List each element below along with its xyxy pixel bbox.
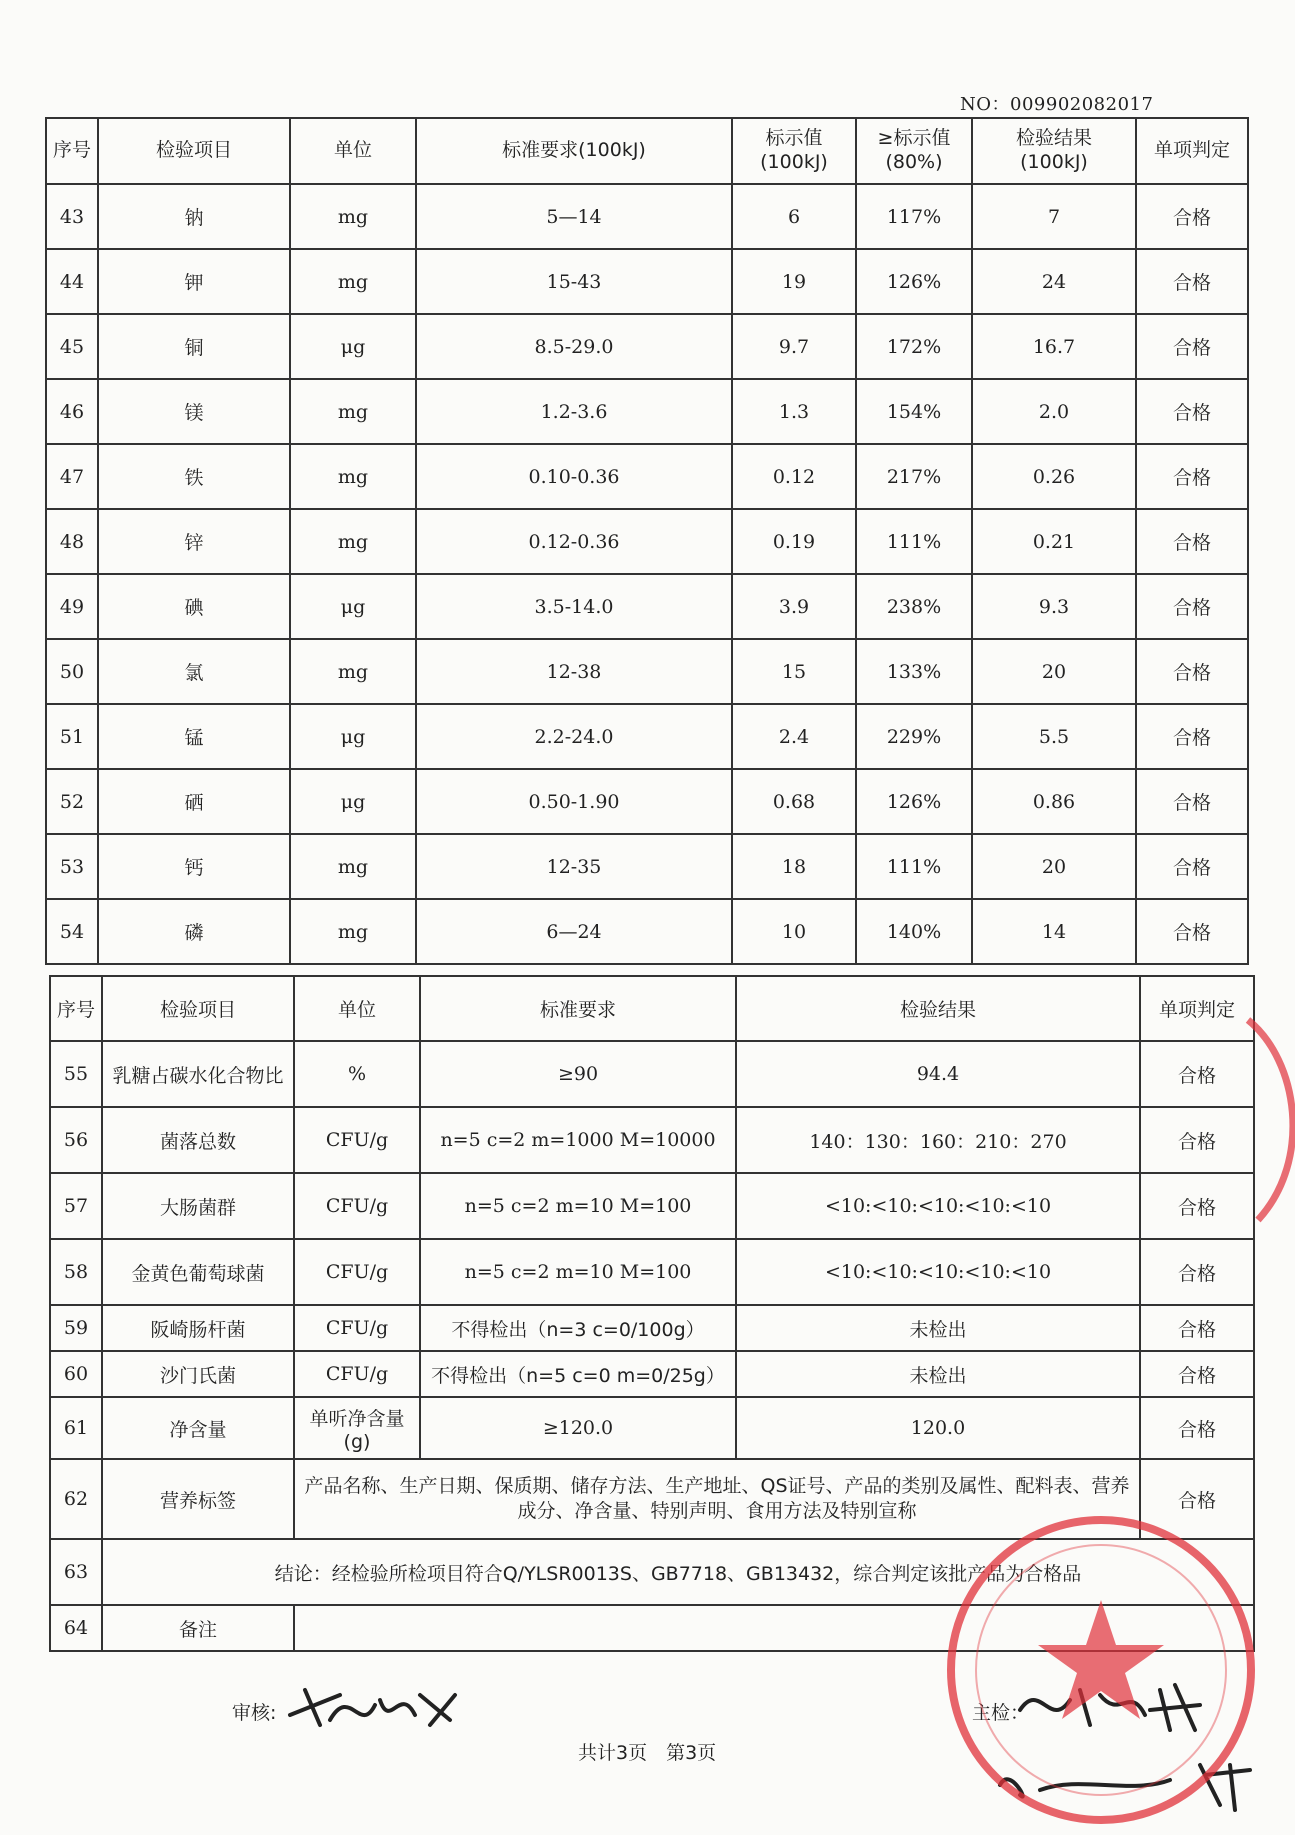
header-item: 检验项目 (102, 976, 294, 1041)
test-table-body (50, 1041, 1254, 1459)
row-item: 净含量 (102, 1397, 294, 1459)
row-item: 沙门氏菌 (102, 1351, 294, 1397)
row-result: 20 (972, 639, 1136, 704)
row-80-percent: 154% (856, 379, 972, 444)
row-item: 碘 (98, 574, 290, 639)
header-result: 检验结果 (736, 976, 1140, 1041)
row-no: 43 (46, 184, 98, 249)
row-verdict: 合格 (1136, 249, 1248, 314)
row-unit: mg (290, 184, 416, 249)
row-standard: n=5 c=2 m=10 M=100 (420, 1173, 736, 1239)
row-standard: 0.10-0.36 (416, 444, 732, 509)
row-item: 磷 (98, 899, 290, 964)
row-verdict: 合格 (1140, 1305, 1254, 1351)
row-verdict: 合格 (1136, 509, 1248, 574)
header-unit: 单位 (294, 976, 420, 1041)
row-result: 16.7 (972, 314, 1136, 379)
row-verdict: 合格 (1140, 1459, 1254, 1539)
row-unit: mg (290, 249, 416, 314)
page-count: 共计3页 第3页 (578, 1742, 717, 1764)
row-no: 63 (50, 1539, 102, 1605)
header-labeled-value: 标示值 (100kJ) (732, 118, 856, 184)
row-no: 52 (46, 769, 98, 834)
row-item: 菌落总数 (102, 1107, 294, 1173)
row-unit: mg (290, 444, 416, 509)
table-row (46, 184, 1248, 249)
row-standard: 5—14 (416, 184, 732, 249)
row-no: 50 (46, 639, 98, 704)
row-verdict: 合格 (1136, 379, 1248, 444)
row-no: 53 (46, 834, 98, 899)
header-verdict: 单项判定 (1136, 118, 1248, 184)
row-unit: μg (290, 704, 416, 769)
table-row (46, 769, 1248, 834)
row-verdict: 合格 (1136, 769, 1248, 834)
row-unit: μg (290, 769, 416, 834)
row-item: 锌 (98, 509, 290, 574)
row-unit: mg (290, 899, 416, 964)
header-standard: 标准要求(100kJ) (416, 118, 732, 184)
inspector-label: 主检： (972, 1702, 1030, 1724)
row-item: 铁 (98, 444, 290, 509)
row-verdict: 合格 (1136, 574, 1248, 639)
row-item: 锰 (98, 704, 290, 769)
row-standard: 0.50-1.90 (416, 769, 732, 834)
row-result: 9.3 (972, 574, 1136, 639)
row-standard: 12-35 (416, 834, 732, 899)
row-result: 140：130：160：210：270 (736, 1107, 1140, 1173)
table-row (46, 314, 1248, 379)
row-item: 铜 (98, 314, 290, 379)
row-result: <10:<10:<10:<10:<10 (736, 1239, 1140, 1305)
row-no: 45 (46, 314, 98, 379)
row-verdict: 合格 (1136, 314, 1248, 379)
row-result: 120.0 (736, 1397, 1140, 1459)
row-standard: 12-38 (416, 639, 732, 704)
label-content: 产品名称、生产日期、保质期、储存方法、生产地址、QS证号、产品的类别及属性、配料表、营养成分、净含量、特别声明、食用方法及特别宣称 (294, 1459, 1140, 1539)
row-unit: CFU/g (294, 1239, 420, 1305)
row-80-percent: 217% (856, 444, 972, 509)
row-labeled-value: 0.68 (732, 769, 856, 834)
row-standard: n=5 c=2 m=10 M=100 (420, 1239, 736, 1305)
row-item: 阪崎肠杆菌 (102, 1305, 294, 1351)
row-result: 0.21 (972, 509, 1136, 574)
header-no: 序号 (46, 118, 98, 184)
row-labeled-value: 6 (732, 184, 856, 249)
row-labeled-value: 0.12 (732, 444, 856, 509)
row-item: 钾 (98, 249, 290, 314)
row-item: 硒 (98, 769, 290, 834)
header-standard: 标准要求 (420, 976, 736, 1041)
row-labeled-value: 15 (732, 639, 856, 704)
row-verdict: 合格 (1140, 1041, 1254, 1107)
row-standard: ≥120.0 (420, 1397, 736, 1459)
row-no: 48 (46, 509, 98, 574)
row-labeled-value: 19 (732, 249, 856, 314)
row-item: 氯 (98, 639, 290, 704)
table-row (50, 1397, 1254, 1459)
table-row (50, 1041, 1254, 1107)
official-seal (936, 1505, 1266, 1835)
row-standard: 不得检出（n=3 c=0/100g） (420, 1305, 736, 1351)
table-row (50, 1305, 1254, 1351)
table-row (46, 444, 1248, 509)
row-result: <10:<10:<10:<10:<10 (736, 1173, 1140, 1239)
row-no: 47 (46, 444, 98, 509)
row-no: 58 (50, 1239, 102, 1305)
row-unit: μg (290, 314, 416, 379)
row-labeled-value: 18 (732, 834, 856, 899)
row-80-percent: 229% (856, 704, 972, 769)
row-no: 62 (50, 1459, 102, 1539)
row-labeled-value: 3.9 (732, 574, 856, 639)
row-result: 24 (972, 249, 1136, 314)
seal-edge (1238, 1010, 1295, 1230)
row-labeled-value: 2.4 (732, 704, 856, 769)
row-result: 0.26 (972, 444, 1136, 509)
row-no: 44 (46, 249, 98, 314)
row-standard: 0.12-0.36 (416, 509, 732, 574)
row-verdict: 合格 (1140, 1107, 1254, 1173)
row-item: 镁 (98, 379, 290, 444)
nutrient-table (45, 117, 1249, 965)
row-item: 钙 (98, 834, 290, 899)
table-row (46, 639, 1248, 704)
table-row (46, 834, 1248, 899)
row-verdict: 合格 (1136, 704, 1248, 769)
remark-label: 备注 (102, 1605, 294, 1651)
row-labeled-value: 1.3 (732, 379, 856, 444)
row-labeled-value: 9.7 (732, 314, 856, 379)
row-item: 营养标签 (102, 1459, 294, 1539)
row-80-percent: 238% (856, 574, 972, 639)
table-row (46, 574, 1248, 639)
row-labeled-value: 10 (732, 899, 856, 964)
table-row (50, 1173, 1254, 1239)
row-unit: mg (290, 834, 416, 899)
row-unit: % (294, 1041, 420, 1107)
table-row (46, 704, 1248, 769)
table-row (50, 1239, 1254, 1305)
row-no: 60 (50, 1351, 102, 1397)
review-label: 审核: (232, 1702, 277, 1724)
row-verdict: 合格 (1140, 1239, 1254, 1305)
row-item: 钠 (98, 184, 290, 249)
row-verdict: 合格 (1140, 1397, 1254, 1459)
row-80-percent: 140% (856, 899, 972, 964)
row-no: 61 (50, 1397, 102, 1459)
row-no: 55 (50, 1041, 102, 1107)
row-unit: 单听净含量(g) (294, 1397, 420, 1459)
row-standard: ≥90 (420, 1041, 736, 1107)
row-standard: 不得检出（n=5 c=0 m=0/25g） (420, 1351, 736, 1397)
row-80-percent: 133% (856, 639, 972, 704)
row-result: 94.4 (736, 1041, 1140, 1107)
row-no: 64 (50, 1605, 102, 1651)
row-result: 未检出 (736, 1305, 1140, 1351)
row-verdict: 合格 (1140, 1351, 1254, 1397)
row-standard: 6—24 (416, 899, 732, 964)
document-number: NO：009902082017 (960, 94, 1154, 115)
row-no: 49 (46, 574, 98, 639)
header-verdict: 单项判定 (1140, 976, 1254, 1041)
row-unit: CFU/g (294, 1305, 420, 1351)
row-standard: 15-43 (416, 249, 732, 314)
table-row (46, 379, 1248, 444)
row-unit: μg (290, 574, 416, 639)
row-result: 20 (972, 834, 1136, 899)
row-verdict: 合格 (1136, 184, 1248, 249)
row-result: 7 (972, 184, 1136, 249)
test-table-header (50, 976, 1254, 1041)
row-verdict: 合格 (1136, 639, 1248, 704)
row-unit: CFU/g (294, 1173, 420, 1239)
row-verdict: 合格 (1136, 834, 1248, 899)
row-80-percent: 126% (856, 769, 972, 834)
row-standard: n=5 c=2 m=1000 M=10000 (420, 1107, 736, 1173)
nutrient-table-header (46, 118, 1248, 184)
row-unit: mg (290, 379, 416, 444)
row-item: 乳糖占碳水化合物比 (102, 1041, 294, 1107)
row-standard: 3.5-14.0 (416, 574, 732, 639)
row-verdict: 合格 (1140, 1173, 1254, 1239)
row-80-percent: 126% (856, 249, 972, 314)
row-result: 未检出 (736, 1351, 1140, 1397)
row-80-percent: 172% (856, 314, 972, 379)
reviewer-signature (280, 1675, 460, 1735)
row-labeled-value: 0.19 (732, 509, 856, 574)
table-row (46, 249, 1248, 314)
row-result: 5.5 (972, 704, 1136, 769)
row-verdict: 合格 (1136, 899, 1248, 964)
conclusion-text: 结论：经检验所检项目符合Q/YLSR0013S、GB7718、GB13432，综合判定该批产品为合格品 (102, 1539, 1254, 1605)
header-unit: 单位 (290, 118, 416, 184)
row-no: 59 (50, 1305, 102, 1351)
row-item: 金黄色葡萄球菌 (102, 1239, 294, 1305)
table-row (50, 1107, 1254, 1173)
row-verdict: 合格 (1136, 444, 1248, 509)
row-80-percent: 117% (856, 184, 972, 249)
row-standard: 1.2-3.6 (416, 379, 732, 444)
row-standard: 8.5-29.0 (416, 314, 732, 379)
row-80-percent: 111% (856, 509, 972, 574)
table-row (46, 509, 1248, 574)
row-unit: mg (290, 509, 416, 574)
row-no: 57 (50, 1173, 102, 1239)
nutrient-table-body (46, 184, 1248, 964)
header-result: 检验结果 (100kJ) (972, 118, 1136, 184)
row-unit: CFU/g (294, 1351, 420, 1397)
row-item: 大肠菌群 (102, 1173, 294, 1239)
row-no: 56 (50, 1107, 102, 1173)
row-no: 51 (46, 704, 98, 769)
table-row (50, 1351, 1254, 1397)
row-unit: CFU/g (294, 1107, 420, 1173)
row-result: 0.86 (972, 769, 1136, 834)
row-no: 54 (46, 899, 98, 964)
row-result: 14 (972, 899, 1136, 964)
table-row (46, 899, 1248, 964)
row-no: 46 (46, 379, 98, 444)
header-80-percent: ≥标示值 (80%) (856, 118, 972, 184)
row-standard: 2.2-24.0 (416, 704, 732, 769)
header-item: 检验项目 (98, 118, 290, 184)
row-result: 2.0 (972, 379, 1136, 444)
row-80-percent: 111% (856, 834, 972, 899)
row-unit: mg (290, 639, 416, 704)
header-no: 序号 (50, 976, 102, 1041)
